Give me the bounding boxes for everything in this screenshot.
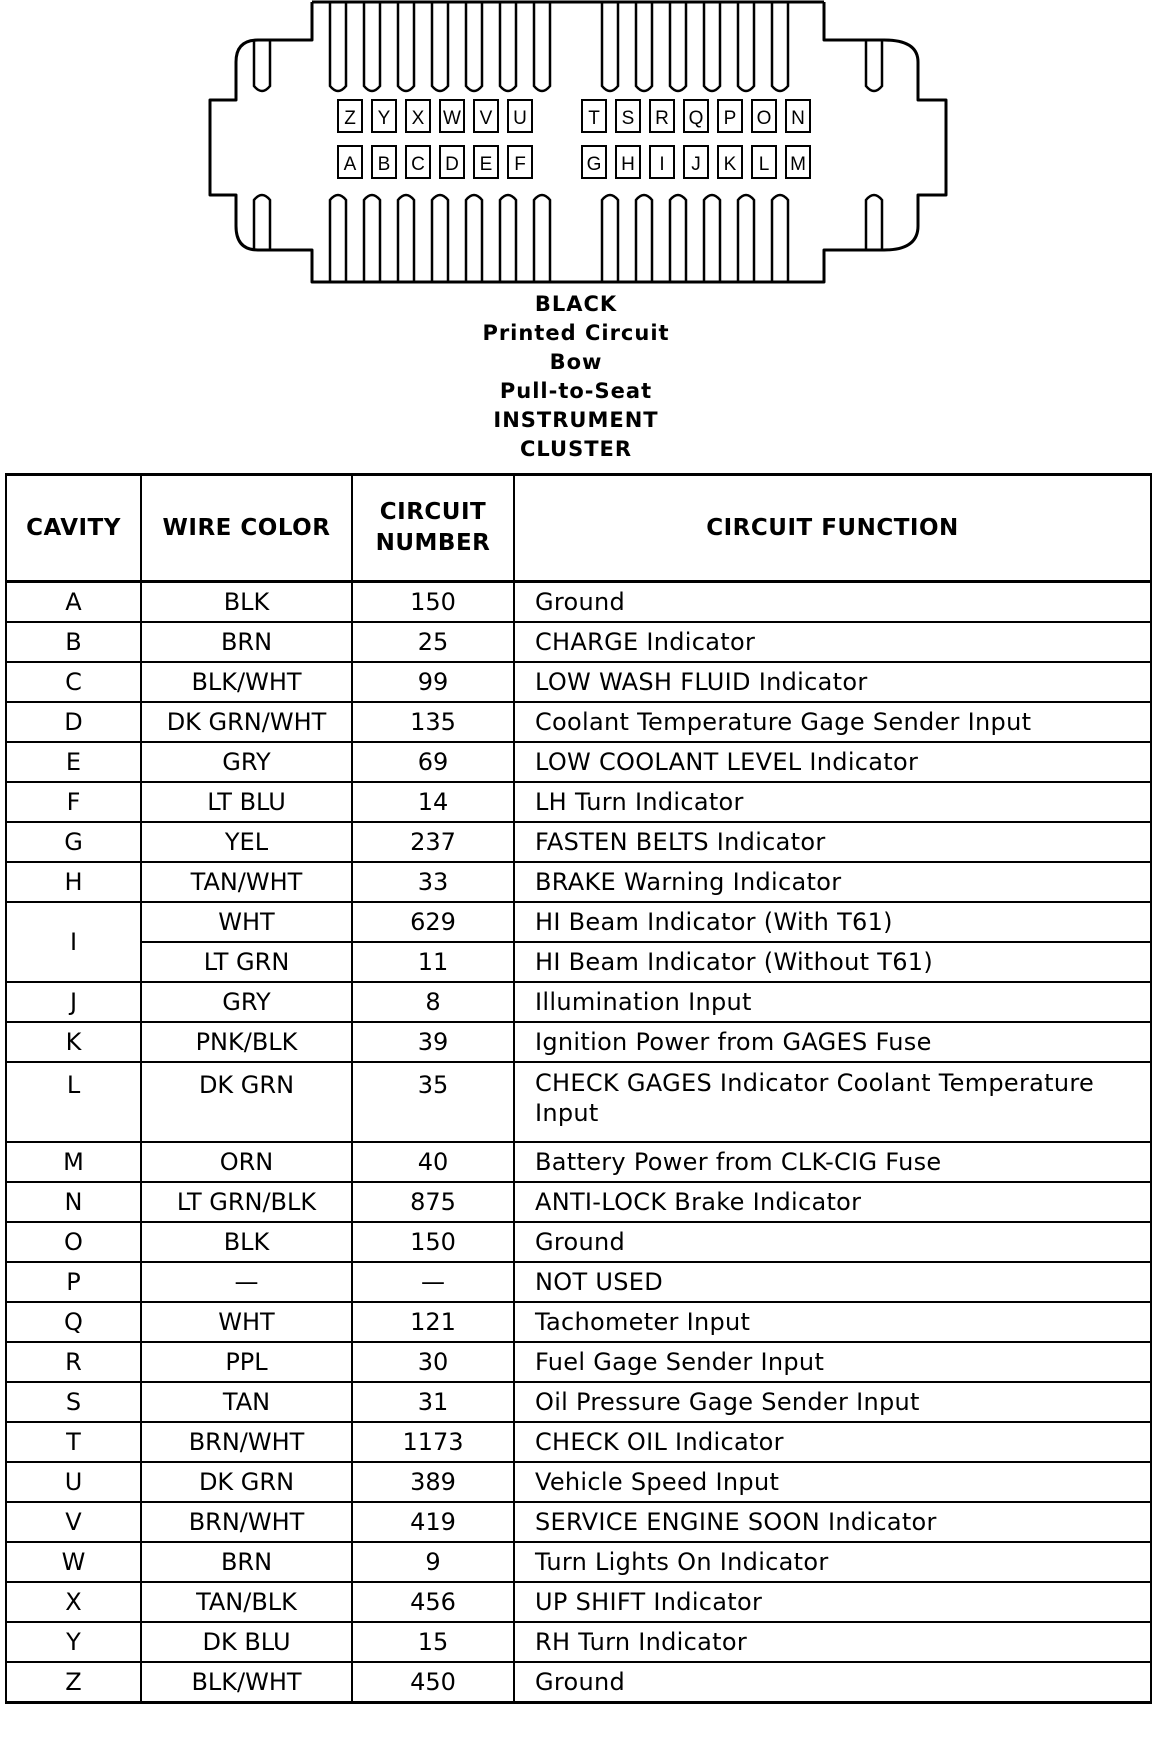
connector-fin-top xyxy=(738,2,754,91)
connector-fin-top xyxy=(398,2,414,91)
cell-circuit-function: SERVICE ENGINE SOON Indicator xyxy=(514,1502,1151,1542)
table-row xyxy=(6,1142,1151,1182)
cell-cavity: G xyxy=(6,822,141,862)
pinout-table xyxy=(5,473,1152,1704)
cell-wire-color: BRN xyxy=(141,622,352,662)
cell-circuit-number: 875 xyxy=(352,1182,514,1222)
connector-pin-label: K xyxy=(723,154,737,175)
cell-circuit-function: Fuel Gage Sender Input xyxy=(514,1342,1151,1382)
cell-circuit-function: Ground xyxy=(514,582,1151,623)
header-cavity: CAVITY xyxy=(6,475,141,582)
cell-circuit-number: 8 xyxy=(352,982,514,1022)
cell-circuit-number: 99 xyxy=(352,662,514,702)
cell-wire-color: BRN/WHT xyxy=(141,1502,352,1542)
connector-pin-label: B xyxy=(377,154,391,175)
header-circuit-number xyxy=(352,475,514,582)
connector-label-line: Bow xyxy=(549,350,603,374)
cell-circuit-number: 450 xyxy=(352,1662,514,1703)
cell-cavity: B xyxy=(6,622,141,662)
cell-cavity: J xyxy=(6,982,141,1022)
table-row xyxy=(6,942,1151,982)
connector-fins xyxy=(254,2,882,282)
cell-circuit-function: FASTEN BELTS Indicator xyxy=(514,822,1151,862)
cell-wire-color: DK GRN xyxy=(141,1062,352,1142)
cell-cavity: U xyxy=(6,1462,141,1502)
table-row xyxy=(6,1462,1151,1502)
cell-circuit-function: LOW WASH FLUID Indicator xyxy=(514,662,1151,702)
connector-pin-label: E xyxy=(479,154,493,175)
table-row xyxy=(6,1182,1151,1222)
cell-wire-color: — xyxy=(141,1262,352,1302)
cell-circuit-function: NOT USED xyxy=(514,1262,1151,1302)
cell-wire-color: ORN xyxy=(141,1142,352,1182)
table-row xyxy=(6,1422,1151,1462)
cell-circuit-function: CHECK GAGES Indicator Coolant Temperature Input xyxy=(514,1062,1151,1142)
connector-outline xyxy=(210,2,946,282)
connector-fin-top xyxy=(602,2,618,91)
connector-pins-bottom-row xyxy=(338,146,810,178)
cell-wire-color: YEL xyxy=(141,822,352,862)
table-row xyxy=(6,862,1151,902)
table-row xyxy=(6,982,1151,1022)
connector-pin-label: X xyxy=(411,108,425,129)
connector-fin-top xyxy=(500,2,516,91)
cell-wire-color: LT GRN xyxy=(141,942,352,982)
connector-pin-label: J xyxy=(691,154,701,175)
cell-circuit-function: Ground xyxy=(514,1222,1151,1262)
connector-pin-label: D xyxy=(445,154,459,175)
connector-pin-label: C xyxy=(411,154,425,175)
connector-label-line: Pull-to-Seat xyxy=(499,379,653,403)
cell-cavity: I xyxy=(6,902,141,982)
cell-wire-color: GRY xyxy=(141,982,352,1022)
cell-circuit-number: 135 xyxy=(352,702,514,742)
cell-wire-color: GRY xyxy=(141,742,352,782)
cell-cavity: Q xyxy=(6,1302,141,1342)
cell-wire-color: BLK/WHT xyxy=(141,1662,352,1703)
connector-pin-label: S xyxy=(621,108,635,129)
connector-pin-label: W xyxy=(443,108,461,129)
header-circuit-function: CIRCUIT FUNCTION xyxy=(514,475,1151,582)
connector-fin-top xyxy=(254,40,270,91)
cell-circuit-function: Ground xyxy=(514,1662,1151,1703)
cell-cavity: E xyxy=(6,742,141,782)
cell-circuit-number: 31 xyxy=(352,1382,514,1422)
cell-wire-color: BLK xyxy=(141,1222,352,1262)
table-row xyxy=(6,1222,1151,1262)
cell-circuit-function: HI Beam Indicator (Without T61) xyxy=(514,942,1151,982)
cell-circuit-number: 15 xyxy=(352,1622,514,1662)
cell-circuit-number: 150 xyxy=(352,582,514,623)
table-row xyxy=(6,1302,1151,1342)
cell-circuit-function: CHARGE Indicator xyxy=(514,622,1151,662)
cell-circuit-number: 33 xyxy=(352,862,514,902)
connector-pin-label: G xyxy=(586,154,602,175)
connector-pin-label: Q xyxy=(688,108,704,129)
cell-cavity: F xyxy=(6,782,141,822)
table-row xyxy=(6,1662,1151,1703)
cell-cavity: O xyxy=(6,1222,141,1262)
table-row xyxy=(6,1022,1151,1062)
connector-pin-label: U xyxy=(513,108,527,129)
connector-label-line: CLUSTER xyxy=(519,437,633,461)
table-row xyxy=(6,822,1151,862)
cell-circuit-number: 25 xyxy=(352,622,514,662)
cell-cavity: X xyxy=(6,1582,141,1622)
connector-fin-bottom xyxy=(738,195,754,282)
cell-wire-color: DK GRN xyxy=(141,1462,352,1502)
cell-circuit-number: 39 xyxy=(352,1022,514,1062)
cell-circuit-function: Coolant Temperature Gage Sender Input xyxy=(514,702,1151,742)
cell-circuit-function: CHECK OIL Indicator xyxy=(514,1422,1151,1462)
connector-fin-top xyxy=(670,2,686,91)
connector-fin-top xyxy=(704,2,720,91)
table-row xyxy=(6,1502,1151,1542)
cell-circuit-function: BRAKE Warning Indicator xyxy=(514,862,1151,902)
connector-fin-bottom xyxy=(866,195,882,250)
table-row xyxy=(6,622,1151,662)
cell-circuit-number: — xyxy=(352,1262,514,1302)
cell-circuit-function: Tachometer Input xyxy=(514,1302,1151,1342)
table-row xyxy=(6,782,1151,822)
table-row xyxy=(6,582,1151,623)
connector-fin-bottom xyxy=(254,195,270,250)
cell-wire-color: TAN/BLK xyxy=(141,1582,352,1622)
cell-cavity: S xyxy=(6,1382,141,1422)
cell-circuit-function: LOW COOLANT LEVEL Indicator xyxy=(514,742,1151,782)
table-row xyxy=(6,1342,1151,1382)
connector-pin-label: A xyxy=(343,154,357,175)
connector-fin-bottom xyxy=(364,195,380,282)
table-row xyxy=(6,1542,1151,1582)
connector-fin-top xyxy=(466,2,482,91)
pinout-table-body xyxy=(6,582,1151,1703)
cell-circuit-function: Oil Pressure Gage Sender Input xyxy=(514,1382,1151,1422)
connector-pin-label: T xyxy=(588,108,600,129)
connector-fin-top xyxy=(432,2,448,91)
cell-circuit-function: LH Turn Indicator xyxy=(514,782,1151,822)
cell-wire-color: BRN/WHT xyxy=(141,1422,352,1462)
connector-pin-label: I xyxy=(659,154,665,175)
cell-circuit-number: 35 xyxy=(352,1062,514,1142)
cell-wire-color: DK BLU xyxy=(141,1622,352,1662)
header-circuit-number-line2: NUMBER xyxy=(375,530,491,556)
cell-wire-color: WHT xyxy=(141,1302,352,1342)
connector-pin-label: O xyxy=(756,108,772,129)
connector-fin-bottom xyxy=(534,195,550,282)
cell-cavity: H xyxy=(6,862,141,902)
connector-fin-bottom xyxy=(670,195,686,282)
cell-circuit-number: 30 xyxy=(352,1342,514,1382)
connector-fin-bottom xyxy=(466,195,482,282)
cell-wire-color: PNK/BLK xyxy=(141,1022,352,1062)
cell-circuit-function: RH Turn Indicator xyxy=(514,1622,1151,1662)
connector-fin-top xyxy=(866,40,882,91)
cell-circuit-function: Battery Power from CLK-CIG Fuse xyxy=(514,1142,1151,1182)
cell-cavity: C xyxy=(6,662,141,702)
connector-fin-top xyxy=(534,2,550,91)
cell-circuit-number: 456 xyxy=(352,1582,514,1622)
table-row xyxy=(6,902,1151,942)
cell-wire-color: LT BLU xyxy=(141,782,352,822)
connector-pin-label: N xyxy=(791,108,805,129)
connector-fin-bottom xyxy=(602,195,618,282)
cell-circuit-function: Ignition Power from GAGES Fuse xyxy=(514,1022,1151,1062)
cell-circuit-number: 629 xyxy=(352,902,514,942)
connector-pin-label: R xyxy=(655,108,669,129)
cell-cavity: K xyxy=(6,1022,141,1062)
cell-cavity: N xyxy=(6,1182,141,1222)
cell-circuit-number: 419 xyxy=(352,1502,514,1542)
cell-wire-color: BRN xyxy=(141,1542,352,1582)
connector-diagram xyxy=(0,0,1152,290)
connector-fin-bottom xyxy=(772,195,788,282)
cell-wire-color: TAN xyxy=(141,1382,352,1422)
cell-circuit-number: 9 xyxy=(352,1542,514,1582)
cell-cavity: T xyxy=(6,1422,141,1462)
connector-label-line: Printed Circuit xyxy=(482,321,670,345)
cell-wire-color: TAN/WHT xyxy=(141,862,352,902)
connector-pin-label: Z xyxy=(344,108,356,129)
connector-fin-bottom xyxy=(432,195,448,282)
cell-circuit-number: 389 xyxy=(352,1462,514,1502)
connector-fin-top xyxy=(364,2,380,91)
cell-cavity: M xyxy=(6,1142,141,1182)
table-row xyxy=(6,702,1151,742)
connector-fin-bottom xyxy=(398,195,414,282)
cell-circuit-number: 1173 xyxy=(352,1422,514,1462)
connector-label-line: INSTRUMENT xyxy=(493,408,659,432)
cell-wire-color: LT GRN/BLK xyxy=(141,1182,352,1222)
cell-wire-color: WHT xyxy=(141,902,352,942)
cell-cavity: R xyxy=(6,1342,141,1382)
table-header-row xyxy=(6,475,1151,582)
cell-circuit-function: Turn Lights On Indicator xyxy=(514,1542,1151,1582)
cell-circuit-function: Vehicle Speed Input xyxy=(514,1462,1151,1502)
connector-pins-top-row xyxy=(338,100,810,132)
connector-fin-bottom xyxy=(636,195,652,282)
cell-cavity: V xyxy=(6,1502,141,1542)
cell-wire-color: BLK xyxy=(141,582,352,623)
cell-circuit-function: ANTI-LOCK Brake Indicator xyxy=(514,1182,1151,1222)
cell-cavity: W xyxy=(6,1542,141,1582)
cell-circuit-function: Illumination Input xyxy=(514,982,1151,1022)
table-row xyxy=(6,662,1151,702)
header-circuit-number-line1: CIRCUIT xyxy=(379,499,487,525)
table-row xyxy=(6,1582,1151,1622)
cell-cavity: Y xyxy=(6,1622,141,1662)
cell-cavity: D xyxy=(6,702,141,742)
cell-cavity: A xyxy=(6,582,141,623)
table-row xyxy=(6,1622,1151,1662)
cell-circuit-number: 14 xyxy=(352,782,514,822)
cell-cavity: L xyxy=(6,1062,141,1142)
table-row xyxy=(6,1062,1151,1142)
table-row xyxy=(6,1262,1151,1302)
table-row xyxy=(6,742,1151,782)
cell-wire-color: DK GRN/WHT xyxy=(141,702,352,742)
connector-pin-label: L xyxy=(758,154,770,175)
connector-pin-label: M xyxy=(790,154,806,175)
cell-wire-color: BLK/WHT xyxy=(141,662,352,702)
cell-circuit-number: 40 xyxy=(352,1142,514,1182)
cell-circuit-number: 69 xyxy=(352,742,514,782)
table-row xyxy=(6,1382,1151,1422)
cell-circuit-number: 150 xyxy=(352,1222,514,1262)
cell-circuit-number: 11 xyxy=(352,942,514,982)
cell-cavity: P xyxy=(6,1262,141,1302)
connector-pin-label: V xyxy=(479,108,493,129)
connector-fin-top xyxy=(330,2,346,91)
connector-fin-bottom xyxy=(704,195,720,282)
connector-pin-label: F xyxy=(514,154,526,175)
connector-pin-label: P xyxy=(723,108,737,129)
connector-fin-top xyxy=(636,2,652,91)
cell-circuit-function: HI Beam Indicator (With T61) xyxy=(514,902,1151,942)
cell-circuit-number: 121 xyxy=(352,1302,514,1342)
cell-circuit-function: UP SHIFT Indicator xyxy=(514,1582,1151,1622)
header-wire-color: WIRE COLOR xyxy=(141,475,352,582)
connector-pin-label: Y xyxy=(377,108,391,129)
cell-cavity: Z xyxy=(6,1662,141,1703)
connector-fin-bottom xyxy=(500,195,516,282)
connector-pin-label: H xyxy=(621,154,635,175)
connector-label-line: BLACK xyxy=(534,292,618,316)
connector-fin-bottom xyxy=(330,195,346,282)
cell-circuit-number: 237 xyxy=(352,822,514,862)
cell-wire-color: PPL xyxy=(141,1342,352,1382)
connector-fin-top xyxy=(772,2,788,91)
